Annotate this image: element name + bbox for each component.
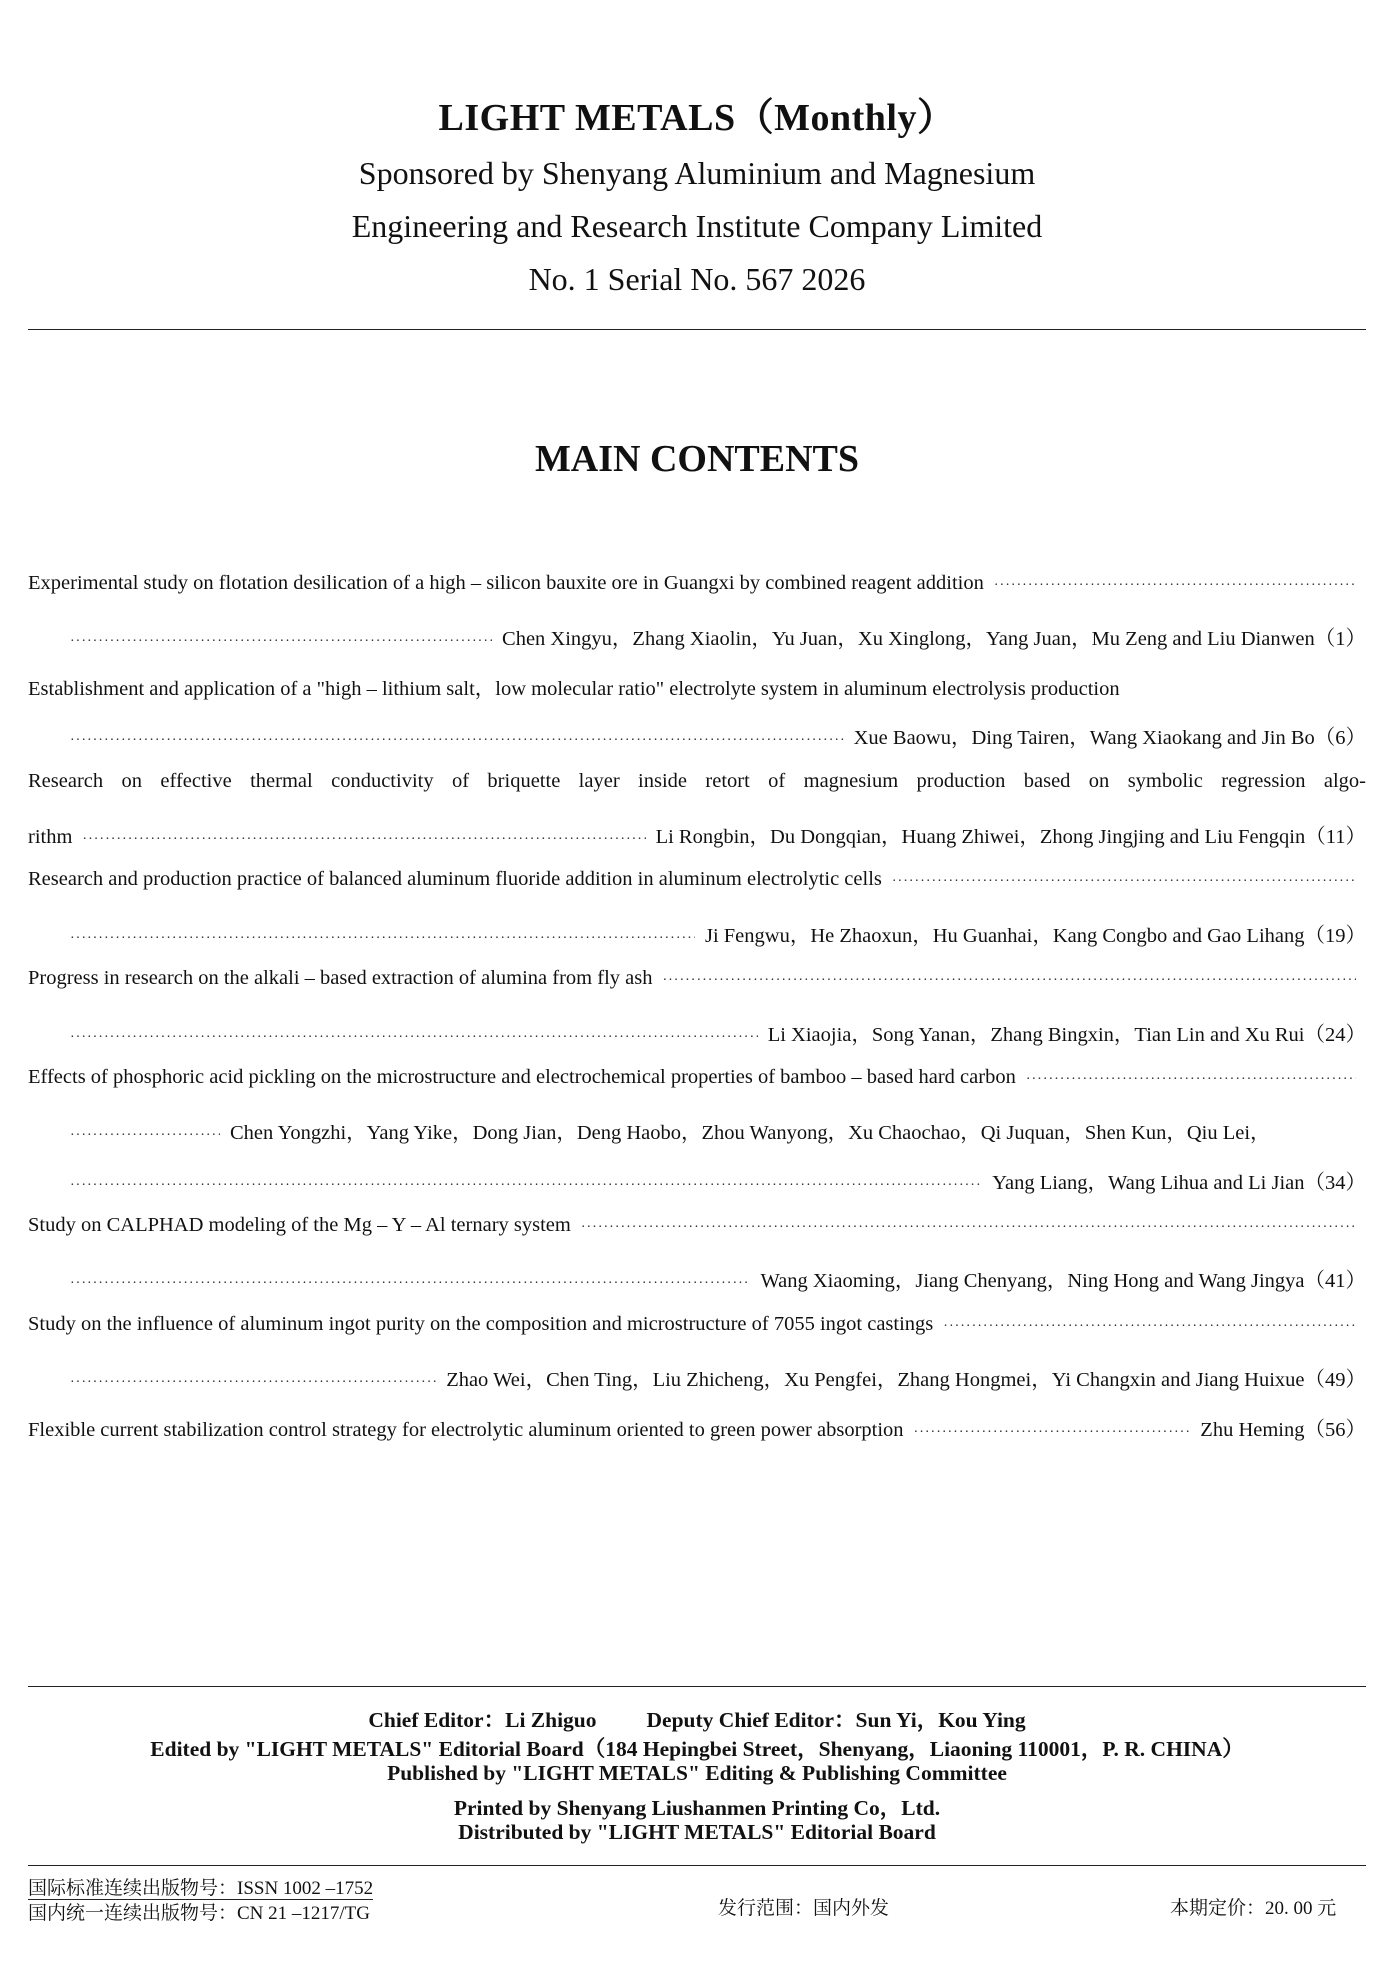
toc-entry-5-title-line[interactable]: [28, 967, 1366, 1016]
toc-entry-7-title-line[interactable]: [28, 1214, 1366, 1263]
toc-entry-title[interactable]: Effects of phosphoric acid pickling on the microstructure and electrochemical properties of bamboo – based hard carbon: [28, 1065, 1016, 1088]
toc-entry-title[interactable]: Research on effective thermal conductivity of briquette layer inside retort of magnesium production based on symbolic regression algo-: [28, 769, 1366, 792]
toc-entry-4-author-line: [28, 918, 1366, 967]
toc-entry-1-author-line: [28, 621, 1366, 670]
toc-entry-authors: Li Rongbin，Du Dongqian，Huang Zhiwei，Zhong Jingjing and Liu Fengqin（11）: [655, 825, 1366, 848]
toc-entry-authors: Yang Liang，Wang Lihua and Li Jian（34）: [992, 1171, 1366, 1194]
printed-by: Printed by Shenyang Liushanmen Printing Co，Ltd.: [453, 1796, 941, 1820]
toc-entry-authors: Zhu Heming（56）: [1200, 1418, 1366, 1441]
leader-dots: [70, 931, 695, 947]
toc-entry-7-author-line: [28, 1263, 1366, 1312]
toc-entry-4-title-line[interactable]: [28, 868, 1366, 917]
toc-entry-authors: Chen Xingyu，Zhang Xiaolin，Yu Juan，Xu Xinglong，Yang Juan，Mu Zeng and Liu Dianwen（1）: [502, 628, 1366, 651]
toc-entry-8-author-line: [28, 1362, 1366, 1411]
toc-entry-5-author-line: [28, 1017, 1366, 1066]
toc-entry-2-author-line: [28, 720, 1366, 769]
sponsor-line-1: Sponsored by Shenyang Aluminium and Magnesium: [358, 155, 1036, 191]
toc-entry-3-author-line: [28, 819, 1366, 868]
issn-number: 国际标准连续出版物号：ISSN 1002 –1752: [28, 1878, 374, 1899]
toc-entry-3-title-line[interactable]: [28, 770, 1366, 819]
main-contents-heading: MAIN CONTENTS: [534, 438, 860, 480]
issue-price: 本期定价：20. 00 元: [1170, 1898, 1337, 1919]
edited-by: Edited by "LIGHT METALS" Editorial Board（184 Hepingbei Street，Shenyang，Liaoning 110001，P. R. CHINA）: [150, 1737, 1244, 1761]
toc-entry-6-title-line[interactable]: [28, 1066, 1366, 1115]
leader-dots: [82, 832, 645, 848]
leader-dots: [892, 874, 1356, 890]
toc-entry-authors: Chen Yongzhi，Yang Yike，Dong Jian，Deng Haobo，Zhou Wanyong，Xu Chaochao，Qi Juquan，Shen Kun，Qiu Lei，: [230, 1122, 1271, 1145]
leader-dots: [581, 1220, 1356, 1236]
toc-entry-authors: Xue Baowu，Ding Tairen，Wang Xiaokang and Jin Bo（6）: [853, 727, 1366, 750]
leader-dots: [70, 1128, 220, 1144]
chief-editor: Chief Editor：Li Zhiguo: [368, 1708, 597, 1732]
toc-entry-8-title-line[interactable]: [28, 1313, 1366, 1362]
toc-entry-title[interactable]: Establishment and application of a "high – lithium salt，low molecular ratio" electrolyte system in aluminum electrolysis production: [28, 677, 1120, 700]
issue-number: No. 1 Serial No. 567 2026: [528, 261, 866, 297]
leader-dots: [943, 1319, 1356, 1335]
leader-dots: [914, 1425, 1191, 1441]
published-by: Published by "LIGHT METALS" Editing & Publishing Committee: [387, 1761, 1007, 1785]
toc-entry-authors: Wang Xiaoming，Jiang Chenyang，Ning Hong and Wang Jingya（41）: [760, 1270, 1366, 1293]
deputy-chief-editor: Deputy Chief Editor：Sun Yi，Kou Ying: [646, 1708, 1026, 1732]
toc-entry-title[interactable]: Experimental study on flotation desilication of a high – silicon bauxite ore in Guangxi by combined reagent addition: [28, 572, 984, 594]
leader-dots: [70, 1375, 436, 1391]
toc-entry-title[interactable]: Research and production practice of balanced aluminum fluoride addition in aluminum electrolytic cells: [28, 868, 882, 891]
journal-title: LIGHT METALS（Monthly）: [438, 97, 956, 139]
leader-dots: [1026, 1072, 1356, 1088]
top-divider: [28, 329, 1366, 330]
leader-dots: [70, 733, 844, 749]
toc-entry-title[interactable]: Flexible current stabilization control strategy for electrolytic aluminum oriented to green power absorption: [28, 1418, 904, 1441]
toc-entry-title[interactable]: Progress in research on the alkali – based extraction of alumina from fly ash: [28, 967, 653, 990]
toc-entry-authors: Ji Fengwu，He Zhaoxun，Hu Guanhai，Kang Congbo and Gao Lihang（19）: [704, 924, 1366, 947]
toc-entry-title[interactable]: Study on CALPHAD modeling of the Mg – Y – Al ternary system: [28, 1214, 571, 1237]
toc-entry-authors: Li Xiaojia，Song Yanan，Zhang Bingxin，Tian Lin and Xu Rui（24）: [767, 1023, 1366, 1046]
toc-entry-2-title-line[interactable]: [28, 671, 1366, 720]
toc-entry-9-title-line[interactable]: [28, 1412, 1366, 1461]
toc-entry-title[interactable]: Study on the influence of aluminum ingot purity on the composition and microstructure of 7055 ingot castings: [28, 1312, 934, 1335]
leader-dots: [662, 973, 1356, 989]
toc-entry-6-author-line-1: [28, 1115, 1366, 1164]
distribution-scope: 发行范围：国内外发: [718, 1898, 890, 1919]
bottom-divider: [28, 1865, 1366, 1866]
cn-number: 国内统一连续出版物号：CN 21 –1217/TG: [28, 1903, 371, 1924]
leader-dots: [70, 1276, 750, 1292]
editors-line: [0, 1703, 1394, 1734]
serial-numbers: [28, 1876, 373, 1926]
footer-divider: [28, 1686, 1366, 1687]
toc-entry-6-author-line-2: [28, 1165, 1366, 1214]
leader-dots: [70, 1178, 982, 1194]
leader-dots: [70, 1030, 758, 1046]
toc-entry-authors: Zhao Wei，Chen Ting，Liu Zhicheng，Xu Pengfei，Zhang Hongmei，Yi Changxin and Jiang Huixue（49）: [446, 1369, 1366, 1392]
leader-dots: [994, 578, 1356, 594]
toc-entry-1-title-line[interactable]: [28, 572, 1366, 621]
sponsor-line-2: Engineering and Research Institute Company Limited: [351, 208, 1043, 244]
leader-dots: [70, 634, 492, 650]
table-of-contents: [28, 572, 1366, 1461]
distributed-by: Distributed by "LIGHT METALS" Editorial Board: [458, 1820, 936, 1844]
toc-entry-title-continued[interactable]: rithm: [28, 825, 73, 848]
